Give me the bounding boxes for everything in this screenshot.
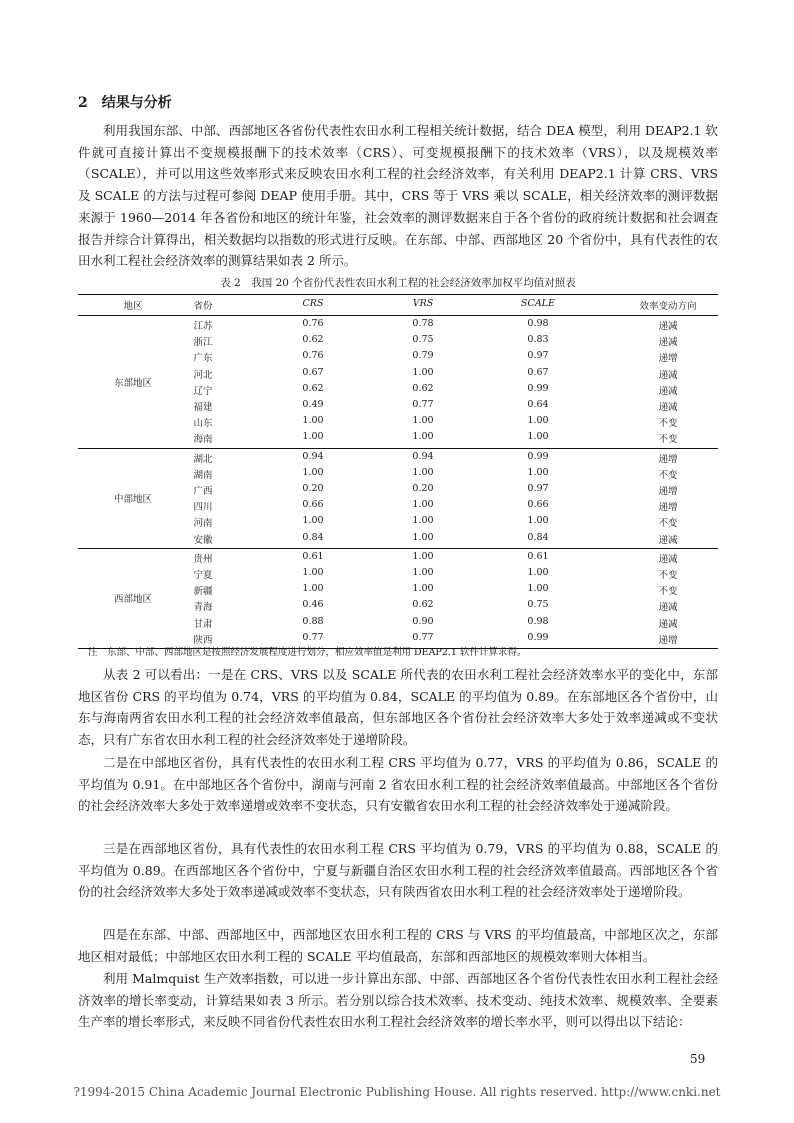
direction-cell: 递减 bbox=[658, 402, 678, 413]
crs-cell: 1.00 bbox=[302, 515, 324, 527]
crs-cell: 0.94 bbox=[302, 450, 324, 462]
province-cell: 山东 bbox=[193, 418, 213, 430]
scale-cell: 1.00 bbox=[527, 466, 549, 478]
crs-cell: 0.61 bbox=[302, 550, 324, 562]
direction-cell: 递增 bbox=[658, 486, 678, 497]
analysis-paragraph-4: 四是在东部、中部、西部地区中，西部地区农田水利工程的 CRS 与 VRS 的平均值最高，中部地区次之，东部地区相对最低；中部地区农田水利工程的 SCALE 平均值最高，东部和西部地区的规模效率则大体相当。 bbox=[78, 927, 718, 964]
crs-cell: 1.00 bbox=[302, 583, 324, 595]
analysis-paragraph-2: 二是在中部地区省份，具有代表性的农田水利工程 CRS 平均值为 0.77，VRS 的平均值为 0.86，SCALE 的平均值为 0.91。在中部地区各个省份中，湖南与河南 2 省农田水利工程的社会经济效率值最高。中部地区各个省份的社会经济效率大多处于效率递增或效率不变状态，只有安徽省农田水利工程的社会经济效率处于递减阶段。 bbox=[78, 755, 718, 814]
scale-cell: 0.97 bbox=[527, 350, 549, 362]
vrs-cell: 0.94 bbox=[412, 450, 434, 462]
direction-cell: 递增 bbox=[658, 502, 678, 514]
group-rule bbox=[78, 548, 718, 549]
crs-cell: 0.49 bbox=[302, 399, 324, 410]
direction-cell: 递增 bbox=[658, 353, 678, 365]
direction-cell: 递减 bbox=[658, 321, 678, 332]
scale-cell: 0.75 bbox=[527, 599, 549, 611]
scale-cell: 0.98 bbox=[527, 615, 549, 627]
scale-cell: 0.66 bbox=[527, 499, 549, 511]
vrs-cell: 0.75 bbox=[412, 334, 434, 346]
direction-cell: 不变 bbox=[658, 469, 678, 481]
province-cell: 湖北 bbox=[193, 453, 213, 465]
crs-cell: 0.76 bbox=[302, 350, 324, 362]
scale-cell: 1.00 bbox=[527, 515, 549, 527]
province-cell: 安徽 bbox=[193, 534, 213, 546]
direction-cell: 递减 bbox=[658, 602, 678, 614]
header-scale: SCALE bbox=[521, 298, 555, 309]
province-cell: 新疆 bbox=[193, 586, 213, 598]
crs-cell: 1.00 bbox=[302, 415, 324, 427]
direction-cell: 不变 bbox=[658, 570, 678, 581]
table-header-rule bbox=[78, 315, 718, 316]
province-cell: 甘肃 bbox=[193, 618, 213, 630]
vrs-cell: 1.00 bbox=[412, 531, 434, 543]
province-cell: 广西 bbox=[193, 486, 213, 497]
vrs-cell: 1.00 bbox=[412, 366, 434, 378]
scale-cell: 0.83 bbox=[527, 334, 549, 346]
crs-cell: 0.62 bbox=[302, 334, 324, 346]
scale-cell: 1.00 bbox=[527, 567, 549, 578]
province-cell: 福建 bbox=[193, 402, 213, 413]
header-vrs: VRS bbox=[412, 298, 434, 309]
table-top-rule bbox=[78, 294, 718, 295]
analysis-paragraph-5: 利用 Malmquist 生产效率指数，可以进一步计算出东部、中部、西部地区各个省份代表性农田水利工程社会经济效率的增长率变动，计算结果如表 3 所示。若分别以综合技术效率、技术变动、纯技术效率、规模效率、全要素生产率的增长率形式，来反映不同省份代表性农田水利工程社会经济效率的增长率水平，则可以得出以下结论： bbox=[78, 971, 718, 1030]
page-number: 59 bbox=[690, 1052, 706, 1066]
analysis-paragraph-3: 三是在西部地区省份，具有代表性的农田水利工程 CRS 平均值为 0.79，VRS 的平均值为 0.88，SCALE 的平均值为 0.89。在西部地区各个省份中，宁夏与新疆自治区农田水利工程的社会经济效率值最高。西部地区各个省份的社会经济效率大多处于效率递减或效率不变状态，只有陕西省农田水利工程的社会经济效率处于递增阶段。 bbox=[78, 841, 718, 900]
province-cell: 陕西 bbox=[193, 634, 213, 646]
province-cell: 四川 bbox=[193, 502, 213, 514]
direction-cell: 递减 bbox=[658, 337, 678, 349]
analysis-paragraph-1: 从表 2 可以看出：一是在 CRS、VRS 以及 SCALE 所代表的农田水利工程社会经济效率水平的变化中，东部地区省份 CRS 的平均值为 0.74，VRS 的平均值为 0.84，SCALE 的平均值为 0.89。在东部地区各个省份中，山东与海南两省农田水利工程的社会经济效率值最高，但东部地区各个省份社会经济效率大多处于效率递减或不变状态，只有广东省农田水利工程的社会经济效率处于递增阶段。 bbox=[78, 667, 718, 748]
province-cell: 浙江 bbox=[193, 337, 213, 349]
vrs-cell: 0.79 bbox=[412, 350, 434, 362]
province-cell: 青海 bbox=[193, 602, 213, 614]
vrs-cell: 0.20 bbox=[412, 483, 434, 494]
scale-cell: 0.99 bbox=[527, 450, 549, 462]
vrs-cell: 1.00 bbox=[412, 550, 434, 562]
scale-cell: 0.98 bbox=[527, 318, 549, 329]
direction-cell: 递减 bbox=[658, 369, 678, 381]
crs-cell: 0.88 bbox=[302, 615, 324, 627]
crs-cell: 0.20 bbox=[302, 483, 324, 494]
scale-cell: 0.64 bbox=[527, 399, 549, 410]
direction-cell: 不变 bbox=[658, 418, 678, 430]
vrs-cell: 0.78 bbox=[412, 318, 434, 329]
direction-cell: 递增 bbox=[658, 634, 678, 646]
direction-cell: 递减 bbox=[658, 553, 678, 565]
intro-paragraph: 利用我国东部、中部、西部地区各省份代表性农田水利工程相关统计数据，结合 DEA 模型，利用 DEAP2.1 软件就可直接计算出不变规模报酬下的技术效率（CRS）、可变规模报酬下的技术效率（VRS），以及规模效率（SCALE），并可以用这些效率形式来反映农田水利工程的社会经济效率，有关利用 DEAP2.1 计算 CRS、VRS 及 SCALE 的方法与过程可参阅 DEAP 使用手册。其中，CRS 等于 VRS 乘以 SCALE，相关经济效率的测评数据来源于 1960—2014 年各省份和地区的统计年鉴，社会效率的测评数据来自于各个省份的政府统计数据和社会调查报告并综合计算得出，相关数据均以指数的形式进行反映。在东部、中部、西部地区 20 个省份中，具有代表性的农田水利工程社会经济效率的测算结果如表 2 所示。 bbox=[78, 123, 718, 269]
vrs-cell: 0.62 bbox=[412, 599, 434, 611]
vrs-cell: 1.00 bbox=[412, 515, 434, 527]
vrs-cell: 1.00 bbox=[412, 415, 434, 427]
scale-cell: 0.99 bbox=[527, 631, 549, 643]
scale-cell: 0.67 bbox=[527, 366, 549, 378]
direction-cell: 递减 bbox=[658, 385, 678, 397]
header-region: 地区 bbox=[123, 301, 143, 312]
copyright-footer: ?1994-2015 China Academic Journal Electronic Publishing House. All rights reserved. http://www.cnki.net bbox=[73, 1085, 721, 1099]
vrs-cell: 1.00 bbox=[412, 567, 434, 578]
crs-cell: 0.46 bbox=[302, 599, 324, 611]
crs-cell: 0.77 bbox=[302, 631, 324, 643]
vrs-cell: 0.77 bbox=[412, 399, 434, 410]
province-cell: 河北 bbox=[193, 369, 213, 381]
crs-cell: 0.67 bbox=[302, 366, 324, 378]
direction-cell: 不变 bbox=[658, 434, 678, 446]
direction-cell: 递减 bbox=[658, 534, 678, 546]
province-cell: 海南 bbox=[193, 434, 213, 446]
province-cell: 辽宁 bbox=[193, 385, 213, 397]
scale-cell: 0.61 bbox=[527, 550, 549, 562]
vrs-cell: 0.90 bbox=[412, 615, 434, 627]
scale-cell: 1.00 bbox=[527, 583, 549, 595]
header-direction: 效率变动方向 bbox=[639, 301, 697, 312]
scale-cell: 1.00 bbox=[527, 431, 549, 443]
scale-cell: 0.99 bbox=[527, 382, 549, 394]
province-cell: 广东 bbox=[193, 353, 213, 365]
direction-cell: 不变 bbox=[658, 586, 678, 598]
region-cell: 东部地区 bbox=[113, 377, 152, 389]
vrs-cell: 1.00 bbox=[412, 583, 434, 595]
crs-cell: 1.00 bbox=[302, 431, 324, 443]
crs-cell: 0.76 bbox=[302, 318, 324, 329]
group-rule bbox=[78, 448, 718, 449]
scale-cell: 0.84 bbox=[527, 531, 549, 543]
vrs-cell: 1.00 bbox=[412, 466, 434, 478]
province-cell: 河南 bbox=[193, 518, 213, 530]
crs-cell: 0.84 bbox=[302, 531, 324, 543]
crs-cell: 0.62 bbox=[302, 382, 324, 394]
region-cell: 西部地区 bbox=[113, 594, 152, 606]
header-province: 省份 bbox=[193, 301, 213, 312]
section-heading: 2 结果与分析 bbox=[78, 95, 172, 111]
direction-cell: 不变 bbox=[658, 518, 678, 530]
vrs-cell: 1.00 bbox=[412, 431, 434, 443]
table-caption: 表 2 我国 20 个省份代表性农田水利工程的社会经济效率加权平均值对照表 bbox=[220, 277, 576, 289]
direction-cell: 递减 bbox=[658, 618, 678, 630]
crs-cell: 1.00 bbox=[302, 466, 324, 478]
region-cell: 中部地区 bbox=[113, 494, 152, 506]
scale-cell: 1.00 bbox=[527, 415, 549, 427]
header-crs: CRS bbox=[302, 298, 324, 309]
crs-cell: 0.66 bbox=[302, 499, 324, 511]
province-cell: 宁夏 bbox=[193, 570, 213, 581]
province-cell: 江苏 bbox=[193, 321, 213, 332]
vrs-cell: 0.62 bbox=[412, 382, 434, 394]
vrs-cell: 1.00 bbox=[412, 499, 434, 511]
scale-cell: 0.97 bbox=[527, 483, 549, 494]
direction-cell: 递增 bbox=[658, 453, 678, 465]
province-cell: 湖南 bbox=[193, 469, 213, 481]
table-note: 注 东部、中部、西部地区是按照经济发展程度进行划分，相应效率值是利用 DEAP2.1 软件计算求得。 bbox=[88, 647, 527, 658]
province-cell: 贵州 bbox=[193, 553, 213, 565]
vrs-cell: 0.77 bbox=[412, 631, 434, 643]
crs-cell: 1.00 bbox=[302, 567, 324, 578]
